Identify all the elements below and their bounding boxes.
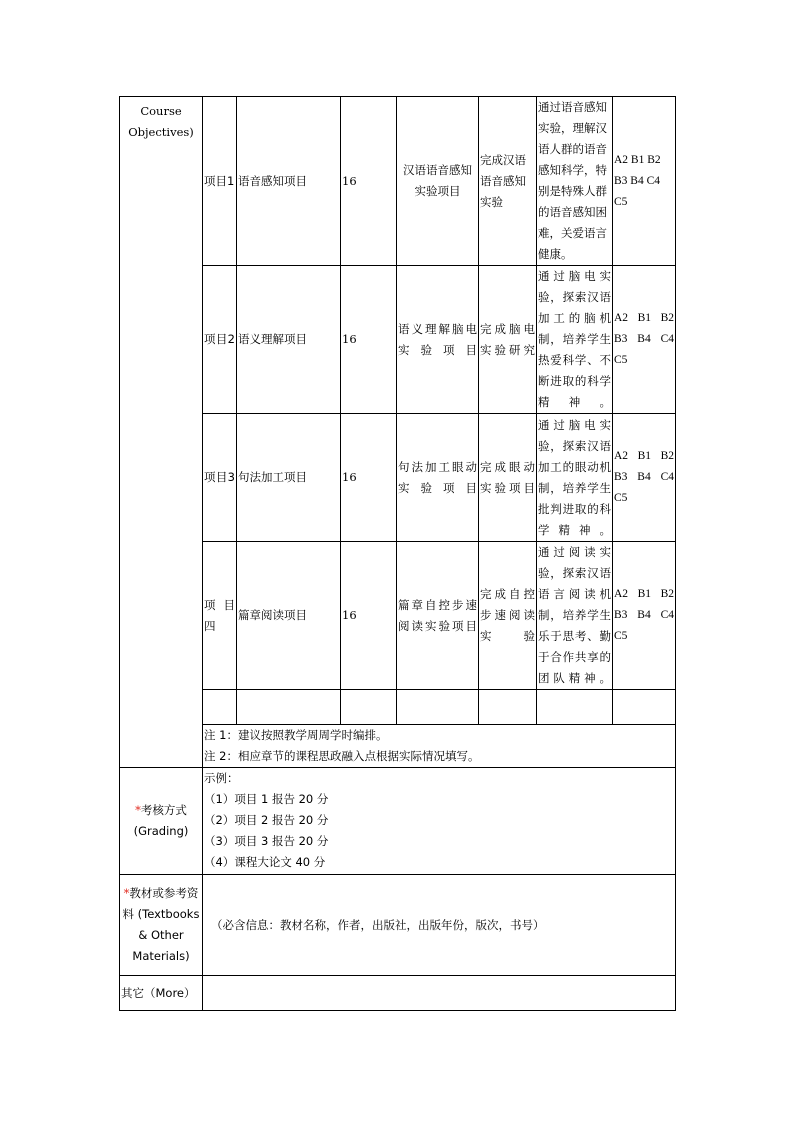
textbooks-label: *教材或参考资料 (Textbooks & Other Materials) xyxy=(120,875,203,976)
empty-cell xyxy=(237,690,341,725)
empty-cell xyxy=(613,690,676,725)
outcome-codes: A2 B1 B2 B3 B4 C4 C5 xyxy=(613,266,676,414)
notes-row xyxy=(120,725,676,768)
empty-cell xyxy=(397,690,479,725)
project-row-2 xyxy=(120,266,676,414)
project-number: 项目1 xyxy=(203,97,237,266)
required-star: * xyxy=(123,886,130,900)
more-content xyxy=(203,976,676,1011)
outcome-codes: A2 B1 B2 B3 B4 C4 C5 xyxy=(613,414,676,542)
ideology-point: 通过阅读实验，探索汉语语言阅读机制，培养学生乐于思考、勤于合作共享的团队精神。 xyxy=(537,542,613,690)
textbooks-content: （必含信息：教材名称，作者，出版社，出版年份，版次，书号） xyxy=(203,875,676,976)
grading-label: *考核方式 (Grading) xyxy=(120,768,203,875)
outcome-codes: A2 B1 B2 B3 B4 C4 C5 xyxy=(613,542,676,690)
project-hours: 16 xyxy=(341,414,397,542)
experiment-requirement: 完成眼动实验项目 xyxy=(479,414,537,542)
grading-item: （2）项目 2 报告 20 分 xyxy=(204,813,329,827)
project-name: 语音感知项目 xyxy=(237,97,341,266)
project-name: 语义理解项目 xyxy=(237,266,341,414)
outcome-codes: A2 B1 B2 B3 B4 C4 C5 xyxy=(613,97,676,266)
project-hours: 16 xyxy=(341,97,397,266)
course-objectives-label: Course Objectives) xyxy=(120,97,203,768)
experiment-requirement: 完成汉语语音感知实验 xyxy=(479,97,537,266)
experiment-name: 语义理解脑电实验项目 xyxy=(397,266,479,414)
notes-cell xyxy=(203,725,676,768)
note-2: 注 2：相应章节的课程思政融入点根据实际情况填写。 xyxy=(204,749,480,763)
more-row xyxy=(120,976,676,1011)
project-row-1 xyxy=(120,97,676,266)
experiment-name: 汉语语音感知实验项目 xyxy=(397,97,479,266)
project-number: 项目3 xyxy=(203,414,237,542)
course-syllabus-table xyxy=(119,96,676,1011)
experiment-requirement: 完成自控步速阅读实验 xyxy=(479,542,537,690)
empty-cell xyxy=(203,690,237,725)
experiment-name: 篇章自控步速阅读实验项目 xyxy=(397,542,479,690)
project-number: 项目2 xyxy=(203,266,237,414)
textbooks-row xyxy=(120,875,676,976)
grading-item: （4）课程大论文 40 分 xyxy=(204,855,326,869)
ideology-point: 通过脑电实验，探索汉语加工的脑机制，培养学生热爱科学、不断进取的科学精神。 xyxy=(537,266,613,414)
project-name: 句法加工项目 xyxy=(237,414,341,542)
grading-intro: 示例： xyxy=(204,771,239,785)
empty-cell xyxy=(537,690,613,725)
project-hours: 16 xyxy=(341,266,397,414)
project-row-4 xyxy=(120,542,676,690)
empty-project-row xyxy=(120,690,676,725)
empty-cell xyxy=(479,690,537,725)
required-star: * xyxy=(135,803,141,817)
more-label: 其它（More） xyxy=(120,976,203,1011)
empty-cell xyxy=(341,690,397,725)
grading-row xyxy=(120,768,676,875)
experiment-requirement: 完成脑电实验研究 xyxy=(479,266,537,414)
experiment-name: 句法加工眼动实验项目 xyxy=(397,414,479,542)
grading-item: （3）项目 3 报告 20 分 xyxy=(204,834,329,848)
grading-content xyxy=(203,768,676,875)
project-hours: 16 xyxy=(341,542,397,690)
ideology-point: 通过语音感知实验，理解汉语人群的语音感知科学，特别是特殊人群的语音感知困难，关爱语言健康。 xyxy=(537,97,613,266)
note-1: 注 1：建议按照教学周周学时编排。 xyxy=(204,728,388,742)
ideology-point: 通过脑电实验，探索汉语加工的眼动机制，培养学生批判进取的科学精神。 xyxy=(537,414,613,542)
project-name: 篇章阅读项目 xyxy=(237,542,341,690)
grading-item: （1）项目 1 报告 20 分 xyxy=(204,792,329,806)
project-row-3 xyxy=(120,414,676,542)
project-number: 项目四 xyxy=(203,542,237,690)
